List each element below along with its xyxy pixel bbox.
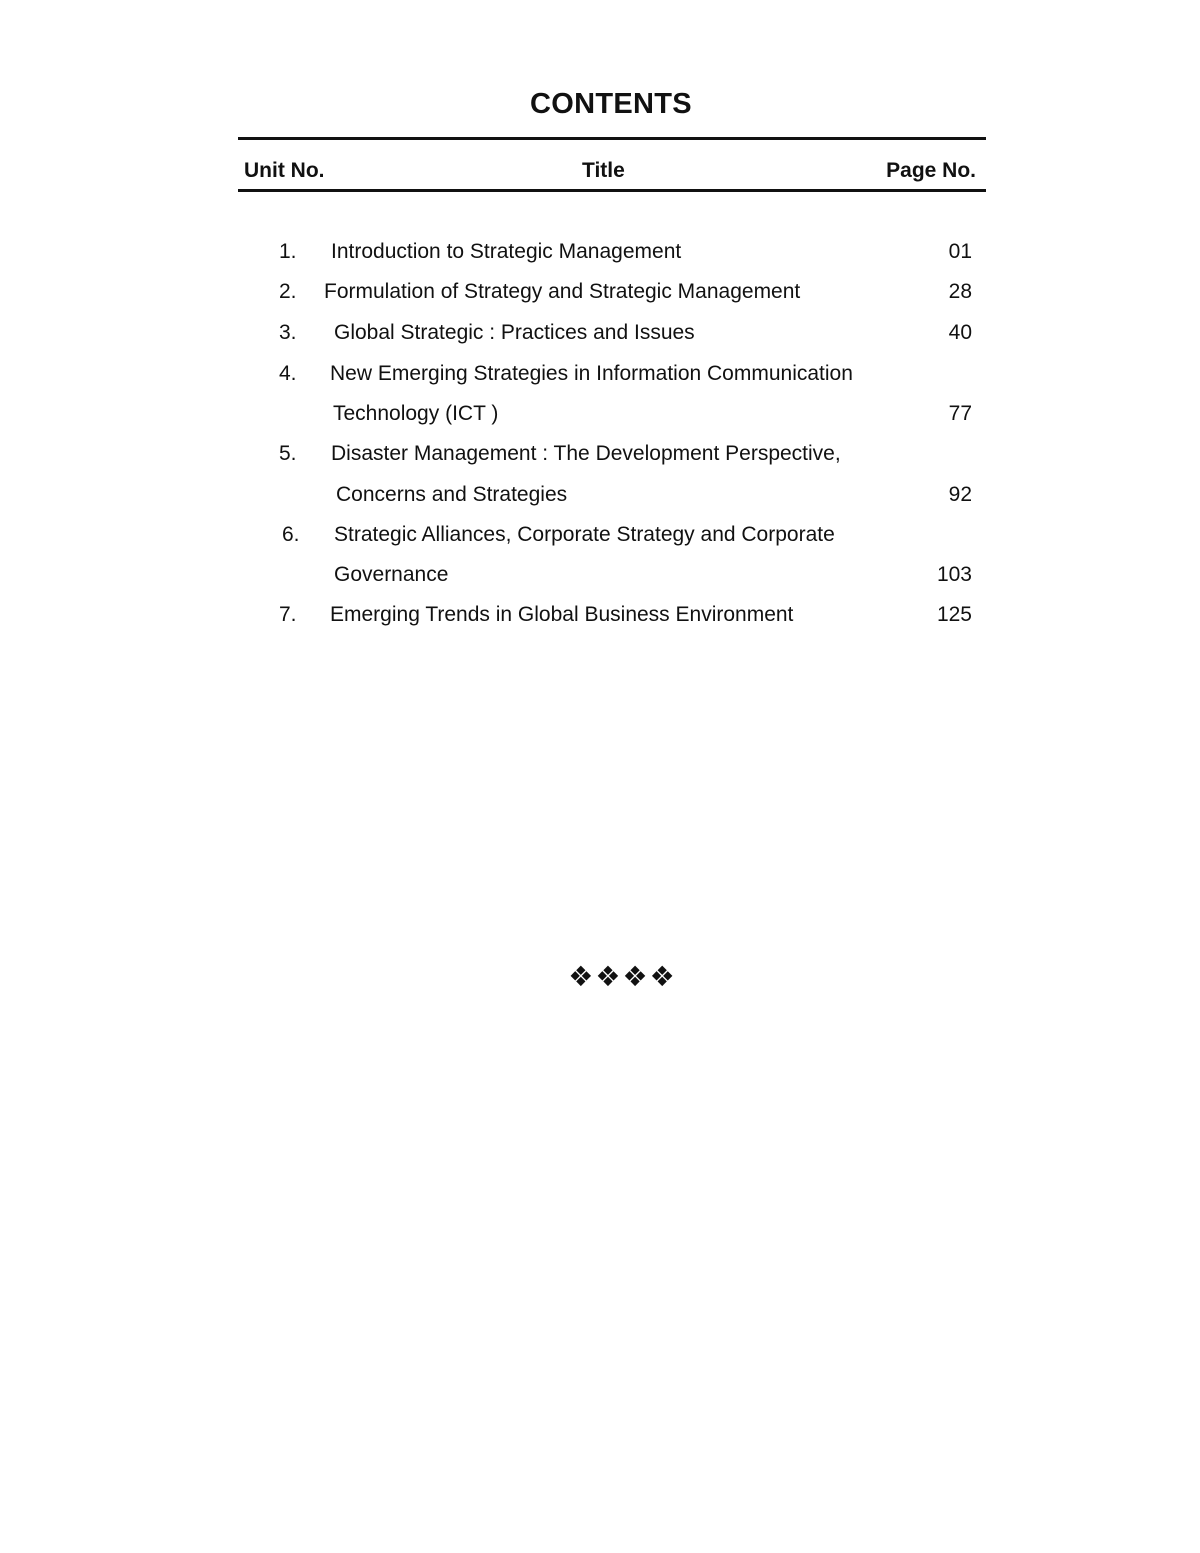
unit-title-line: Formulation of Strategy and Strategic Management <box>324 280 801 303</box>
ornament-divider: ❖❖❖❖ <box>568 960 677 993</box>
page-title: CONTENTS <box>530 88 692 120</box>
page-number: 125 <box>936 603 972 626</box>
unit-title-line: Technology (ICT ) <box>333 402 499 425</box>
unit-title-line: Strategic Alliances, Corporate Strategy and Corporate <box>334 523 835 546</box>
page-number: 92 <box>948 483 972 506</box>
unit-number: 7. <box>279 603 297 626</box>
page-number: 40 <box>948 321 972 344</box>
unit-title-line: Governance <box>334 563 449 586</box>
unit-title-line: Disaster Management : The Development Perspective, <box>331 442 841 465</box>
page-number: 103 <box>936 563 972 586</box>
top-rule <box>238 137 986 140</box>
bottom-rule <box>238 189 986 192</box>
unit-number: 2. <box>279 280 297 303</box>
unit-number: 4. <box>279 362 297 385</box>
page-number: 28 <box>948 280 972 303</box>
header-page-no: Page No. <box>886 159 976 182</box>
unit-title-line: Introduction to Strategic Management <box>331 240 682 263</box>
unit-title-line: Global Strategic : Practices and Issues <box>334 321 695 344</box>
unit-title-line: Concerns and Strategies <box>336 483 568 506</box>
page-number: 01 <box>948 240 972 263</box>
unit-number: 3. <box>279 321 297 344</box>
unit-number: 1. <box>279 240 297 263</box>
page-number: 77 <box>948 402 972 425</box>
header-title: Title <box>582 159 625 182</box>
unit-number: 6. <box>282 523 300 546</box>
unit-title-line: Emerging Trends in Global Business Environment <box>330 603 794 626</box>
unit-title-line: New Emerging Strategies in Information Communication <box>330 362 853 385</box>
header-unit-no: Unit No. <box>244 159 325 182</box>
unit-number: 5. <box>279 442 297 465</box>
